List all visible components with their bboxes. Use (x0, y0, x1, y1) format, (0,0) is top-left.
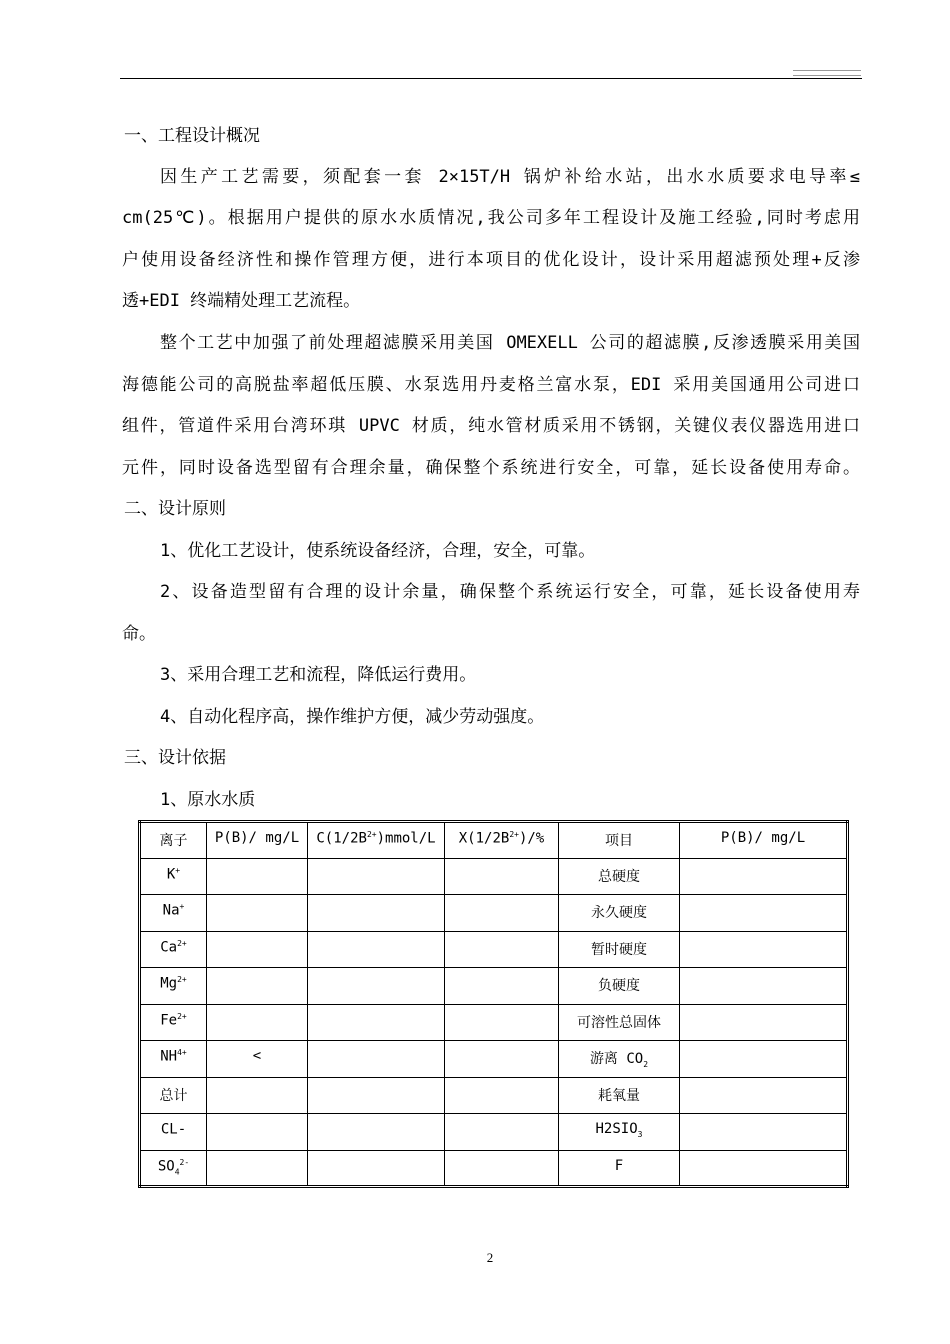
ion-cell: K+ (140, 858, 207, 895)
x-cell (445, 895, 559, 932)
pb-cell (207, 931, 308, 968)
c-cell (308, 1114, 445, 1151)
c-cell (308, 895, 445, 932)
item-cell: 游离 $CO_2$ (559, 1041, 680, 1078)
table-row (140, 895, 848, 932)
section-2-title: 二、设计原则 (124, 499, 226, 519)
item-cell: 负硬度 (559, 968, 680, 1005)
section-1-title: 一、工程设计概况 (124, 126, 260, 146)
s1-p1-line-1: 因生产工艺需要，须配套一套 2×15T/H 锅炉补给水站，出水水质要求电导率≤ (160, 167, 860, 187)
table-row (140, 931, 848, 968)
header-item: 项目 (559, 822, 680, 859)
s1-p2-line-1: 整个工艺中加强了前处理超滤膜采用美国 OMEXELL 公司的超滤膜,反渗透膜采用美国 (160, 333, 860, 353)
item-cell: $H2SIO_3$ (559, 1114, 680, 1151)
header-pb: P(B)/ mg/L (207, 822, 308, 859)
s1-p2-line-4: 元件，同时设备选型留有合理余量，确保整个系统进行安全，可靠，延长设备使用寿命。 (122, 458, 860, 478)
s1-p1-line-3: 户使用设备经济性和操作管理方便，进行本项目的优化设计，设计采用超滤预处理+反渗 (122, 250, 860, 270)
s2-item-3: 3、采用合理工艺和流程，降低运行费用。 (160, 665, 477, 685)
item-value-cell (680, 1077, 848, 1114)
x-cell (445, 1077, 559, 1114)
pb-cell (207, 1150, 308, 1187)
item-cell: 总硬度 (559, 858, 680, 895)
item-value-cell (680, 968, 848, 1005)
c-cell (308, 1041, 445, 1078)
c-cell (308, 1004, 445, 1041)
section-3-title: 三、设计依据 (124, 748, 226, 768)
s2-item-2-line-1: 2、设备造型留有合理的设计余量，确保整个系统运行安全，可靠，延长设备使用寿 (160, 582, 860, 602)
x-cell (445, 1150, 559, 1187)
s2-item-2-line-2: 命。 (122, 624, 156, 644)
item-value-cell (680, 858, 848, 895)
s1-p1-line-4: 透+EDI 终端精处理工艺流程。 (122, 291, 361, 311)
ion-cell: $Ca^{2+}$ (140, 931, 207, 968)
table-row (140, 968, 848, 1005)
pb-cell (207, 858, 308, 895)
item-cell: F (559, 1150, 680, 1187)
item-value-cell (680, 1114, 848, 1151)
header-ion: 离子 (140, 822, 207, 859)
item-cell: 永久硬度 (559, 895, 680, 932)
table-row (140, 1077, 848, 1114)
pb-cell (207, 1114, 308, 1151)
x-cell (445, 1041, 559, 1078)
item-value-cell (680, 1041, 848, 1078)
s1-p2-line-3: 组件，管道件采用台湾环琪 UPVC 材质，纯水管材质采用不锈钢，关键仪表仪器选用进口 (122, 416, 860, 436)
header-rule (120, 78, 862, 79)
ion-cell: $Mg^{2+}$ (140, 968, 207, 1005)
header-x: $X(1/2B^{2+})/\%$ (445, 822, 559, 859)
header-pb2: P(B)/ mg/L (680, 822, 848, 859)
ion-cell: $SO_4^{2-}$ (140, 1150, 207, 1187)
x-cell (445, 858, 559, 895)
pb-cell: < (207, 1041, 308, 1078)
c-cell (308, 1077, 445, 1114)
page-number: 2 (486, 1250, 494, 1265)
pb-cell (207, 1077, 308, 1114)
c-cell (308, 968, 445, 1005)
s1-p2-line-2: 海德能公司的高脱盐率超低压膜、水泵选用丹麦格兰富水泵，EDI 采用美国通用公司进口 (122, 375, 860, 395)
c-cell (308, 931, 445, 968)
pb-cell (207, 895, 308, 932)
header-mark (793, 70, 861, 76)
table-row (140, 1004, 848, 1041)
s3-subsection-1: 1、原水水质 (160, 790, 256, 810)
ion-cell: Na+ (140, 895, 207, 932)
header-c: $C(1/2B^{2+})mmol/L$ (308, 822, 445, 859)
raw-water-quality-table (138, 820, 849, 1188)
x-cell (445, 968, 559, 1005)
x-cell (445, 931, 559, 968)
table-row (140, 858, 848, 895)
item-value-cell (680, 1150, 848, 1187)
s2-item-4: 4、自动化程序高，操作维护方便，减少劳动强度。 (160, 707, 545, 727)
item-cell: 耗氧量 (559, 1077, 680, 1114)
pb-cell (207, 1004, 308, 1041)
item-value-cell (680, 1004, 848, 1041)
x-cell (445, 1114, 559, 1151)
item-value-cell (680, 931, 848, 968)
table-row (140, 1150, 848, 1187)
c-cell (308, 1150, 445, 1187)
ion-cell: CL- (140, 1114, 207, 1151)
c-cell (308, 858, 445, 895)
item-cell: 可溶性总固体 (559, 1004, 680, 1041)
s1-p1-line-2: cm(25℃)。根据用户提供的原水水质情况,我公司多年工程设计及施工经验,同时考虑用 (122, 208, 860, 228)
item-value-cell (680, 895, 848, 932)
table-row (140, 1041, 848, 1078)
item-cell: 暂时硬度 (559, 931, 680, 968)
table-row (140, 1114, 848, 1151)
pb-cell (207, 968, 308, 1005)
ion-cell: 总计 (140, 1077, 207, 1114)
table-header-row (140, 822, 848, 859)
ion-cell: $Fe^{2+}$ (140, 1004, 207, 1041)
x-cell (445, 1004, 559, 1041)
ion-cell: $NH^{4+}$ (140, 1041, 207, 1078)
s2-item-1: 1、优化工艺设计，使系统设备经济，合理，安全，可靠。 (160, 541, 596, 561)
